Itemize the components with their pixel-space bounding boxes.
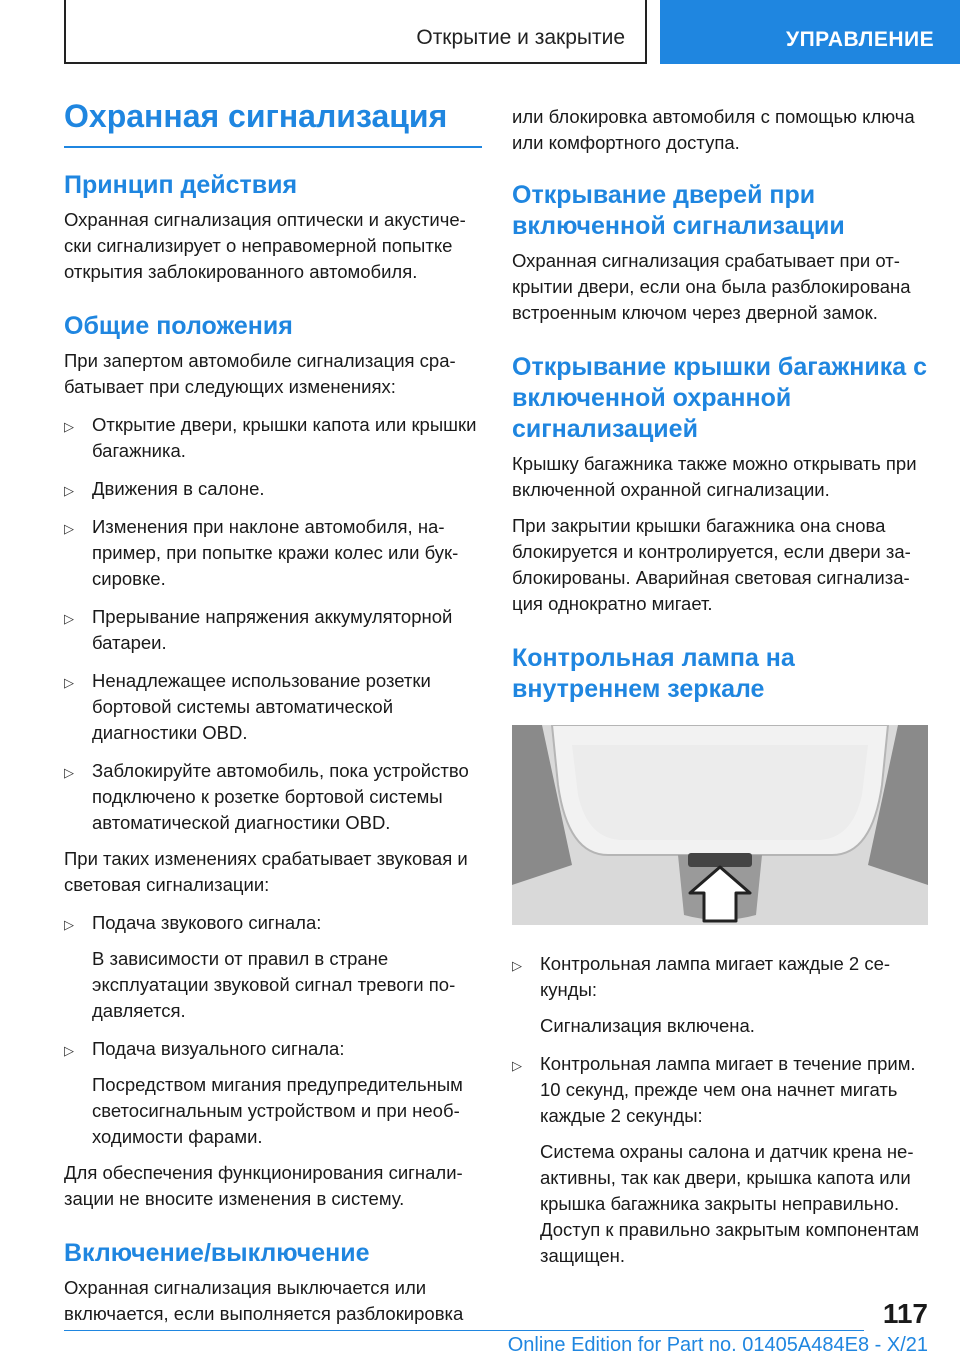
left-column — [64, 96, 482, 1327]
triangle-bullet-icon: ▷ — [64, 611, 74, 626]
heading-doors: Открывание дверей при включенной сигнализации — [512, 181, 845, 240]
text-ensure: Для обеспечения функционирования сигнализации не вносите изменения в систему. — [64, 1162, 463, 1209]
text-doors: Охранная сигнализация срабатывает при открытии двери, если она была разблокирована встроенным ключом через дверной замок. — [512, 250, 911, 323]
triangle-bullet-icon: ▷ — [64, 483, 74, 498]
footer-edition: Online Edition for Part no. 01405A484E8 - X/21 — [507, 1334, 928, 1356]
list-item: ▷ Открытие двери, крышки капота или крышки багажника. — [64, 414, 477, 461]
header-section-box — [64, 0, 647, 64]
triangle-bullet-icon: ▷ — [512, 958, 522, 973]
text-general: При запертом автомобиле сигнализация срабатывает при следующих изменениях: — [64, 350, 456, 397]
mirror-photo — [512, 725, 928, 925]
triangle-bullet-icon: ▷ — [64, 419, 74, 434]
list-item: ▷ Контрольная лампа мигает каждые 2 секунды: Сигнализация включена. — [512, 951, 928, 1039]
heading-lamp: Контрольная лампа на внутреннем зеркале — [512, 644, 795, 703]
triangle-bullet-icon: ▷ — [64, 765, 74, 780]
list-item: ▷ Изменения при наклоне автомобиля, например, при попытке кражи колес или буксировке. — [64, 516, 459, 589]
text-principle: Охранная сигнализация оптически и акустически сигнализирует о неправомерной попытке открытия заблокированного автомобиля. — [64, 209, 466, 282]
text-onoff: Охранная сигнализация выключается или включается, если выполняется разблокировка — [64, 1277, 464, 1324]
right-column — [512, 104, 928, 1281]
list-item-detail: Система охраны салона и датчик крена неактивны, так как двери, крышка капота или крышка багажника закрыты неправильно. Доступ к правильно закрытым компонентам защищен. — [540, 1141, 920, 1266]
triangle-bullet-icon: ▷ — [512, 1058, 522, 1073]
list-item-detail: Сигнализация включена. — [540, 1015, 755, 1036]
list-item: ▷ Ненадлежащее использование розетки бортовой системы автоматической диагностики OBD. — [64, 670, 431, 743]
heading-trunk: Открывание крышки багажника с включенной охранной сигнализацией — [512, 353, 928, 443]
page-number: 117 — [882, 1298, 928, 1329]
list-lamp-states — [512, 951, 928, 1269]
heading-onoff: Включение/выключение — [64, 1239, 370, 1267]
triangle-bullet-icon: ▷ — [64, 521, 74, 536]
list-item: ▷ Заблокируйте автомобиль, пока устройство подключено к розетке бортовой системы автоматической диагностики OBD. — [64, 760, 469, 833]
list-item: ▷ Движения в салоне. — [64, 476, 482, 502]
heading-principle: Принцип действия — [64, 171, 298, 199]
header-section-title: Открытие и закрытие — [416, 26, 625, 49]
page-title: Охранная сигнализация — [64, 96, 482, 148]
list-item-detail: Посредством мигания предупредительным светосигнальным устройством и при необходимости фарами. — [92, 1074, 463, 1147]
list-item: ▷ Прерывание напряжения аккумуляторной батареи. — [64, 606, 453, 653]
text-trunk-1: Крышку багажника также можно открывать при включенной охранной сигнализации. — [512, 453, 917, 500]
list-item: ▷ Контрольная лампа мигает в течение прим. 10 секунд, прежде чем она начнет мигать каждые 2 секунды: Система охраны салона и датчик крена неактивны, так как двери, крышка капота или крышка багажника закрыты неправильно. Доступ к правильно закрытым компонентам защищен. — [512, 1051, 928, 1269]
heading-general: Общие положения — [64, 312, 293, 340]
triangle-bullet-icon: ▷ — [64, 675, 74, 690]
list-signals — [64, 910, 482, 1150]
mirror-illustration — [512, 725, 928, 925]
footer-divider — [64, 1330, 864, 1331]
list-changes — [64, 412, 482, 836]
header-chapter-tab: УПРАВЛЕНИЕ — [660, 0, 960, 64]
triangle-bullet-icon: ▷ — [64, 1043, 74, 1058]
list-item: ▷ Подача визуального сигнала: Посредством мигания предупредительным светосигнальным устройством и при необходимости фарами. — [64, 1036, 482, 1150]
text-continued: или блокировка автомобиля с помощью ключа или комфортного доступа. — [512, 106, 915, 153]
triangle-bullet-icon: ▷ — [64, 917, 74, 932]
list-item-detail: В зависимости от правил в стране эксплуатации звуковой сигнал тревоги подавляется. — [92, 948, 456, 1021]
list-item: ▷ Подача звукового сигнала: В зависимости от правил в стране эксплуатации звуковой сигнал тревоги подавляется. — [64, 910, 482, 1024]
text-trigger: При таких изменениях срабатывает звуковая и световая сигнализации: — [64, 848, 468, 895]
text-trunk-2: При закрытии крышки багажника она снова блокируется и контролируется, если двери заблокированы. Аварийная световая сигнализация однократно мигает. — [512, 515, 911, 614]
